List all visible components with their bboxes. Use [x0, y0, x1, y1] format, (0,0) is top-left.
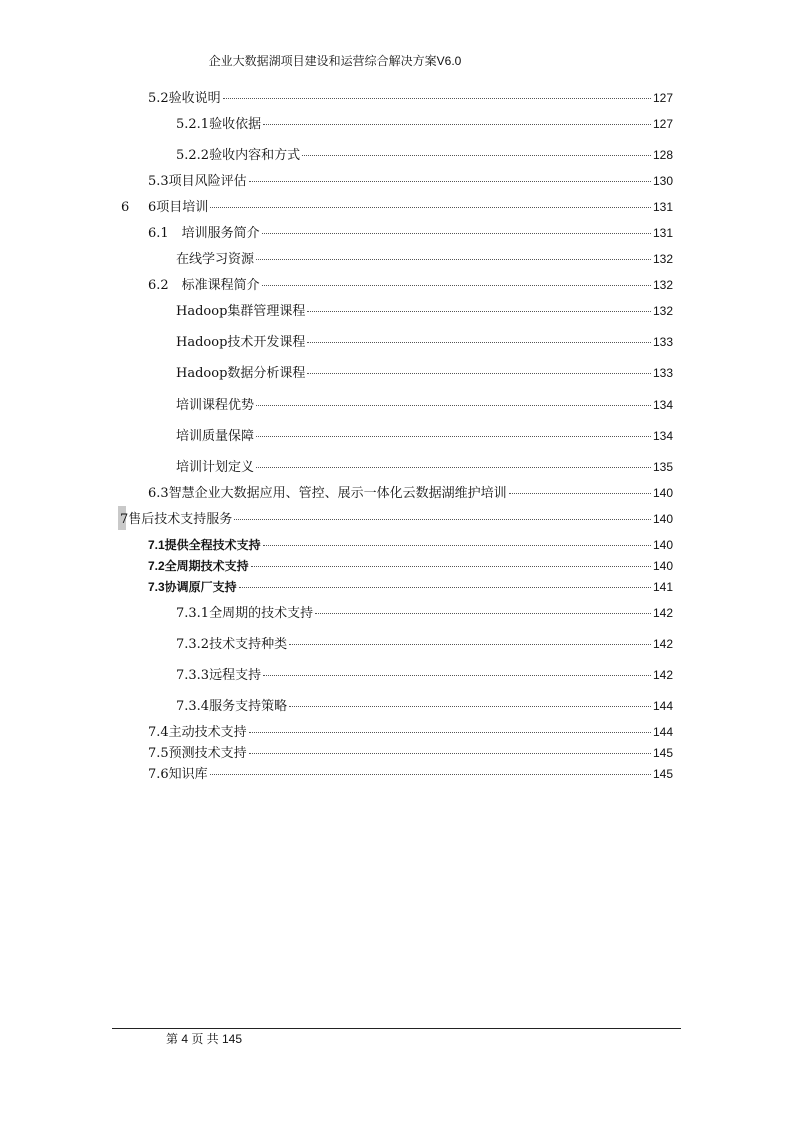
toc-entry[interactable]: 7.3协调原厂支持 141 — [148, 580, 673, 594]
toc-entry[interactable]: 6.1 培训服务简介 131 — [148, 226, 673, 241]
footer-rule — [112, 1028, 681, 1029]
toc-entry[interactable]: 6项目培训 131 — [148, 200, 673, 215]
toc-entry[interactable]: 在线学习资源 132 — [176, 252, 673, 267]
toc-entry[interactable]: 7售后技术支持服务 140 — [120, 512, 673, 527]
toc-entry[interactable]: 7.2全周期技术支持 140 — [148, 559, 673, 573]
toc-entry[interactable]: Hadoop技术开发课程 133 — [176, 335, 673, 350]
toc-entry[interactable]: 6.2 标准课程简介 132 — [148, 278, 673, 293]
toc-entry[interactable]: 5.2.2验收内容和方式 128 — [176, 148, 673, 163]
toc-entry[interactable]: 6.3智慧企业大数据应用、管控、展示一体化云数据湖维护培训 140 — [148, 486, 673, 501]
toc-entry[interactable]: 7.3.1全周期的技术支持 142 — [176, 606, 673, 621]
toc-entry[interactable]: 5.3项目风险评估 130 — [148, 174, 673, 189]
document-header: 企业大数据湖项目建设和运营综合解决方案V6.0 — [208, 54, 462, 68]
toc-entry[interactable]: 培训计划定义 135 — [176, 460, 673, 475]
toc-entry[interactable]: 7.5预测技术支持 145 — [148, 746, 673, 761]
toc-entry[interactable]: 7.1提供全程技术支持 140 — [148, 538, 673, 552]
toc-entry[interactable]: 7.3.4服务支持策略 144 — [176, 699, 673, 714]
toc-entry[interactable]: Hadoop集群管理课程 132 — [176, 304, 673, 319]
chapter-number: 6 — [121, 200, 130, 215]
toc-entry[interactable]: 5.2验收说明 127 — [148, 91, 673, 106]
toc-entry[interactable]: 培训质量保障 134 — [176, 429, 673, 444]
toc-entry[interactable]: 7.3.2技术支持种类 142 — [176, 637, 673, 652]
toc-entry[interactable]: 7.6知识库 145 — [148, 767, 673, 782]
toc-entry[interactable]: 7.3.3远程支持 142 — [176, 668, 673, 683]
toc-entry[interactable]: 5.2.1验收依据 127 — [176, 117, 673, 132]
toc-entry[interactable]: Hadoop数据分析课程 133 — [176, 366, 673, 381]
toc-entry[interactable]: 7.4主动技术支持 144 — [148, 725, 673, 740]
page-footer: 第 4 页 共 145 — [166, 1032, 243, 1046]
toc-entry[interactable]: 培训课程优势 134 — [176, 398, 673, 413]
